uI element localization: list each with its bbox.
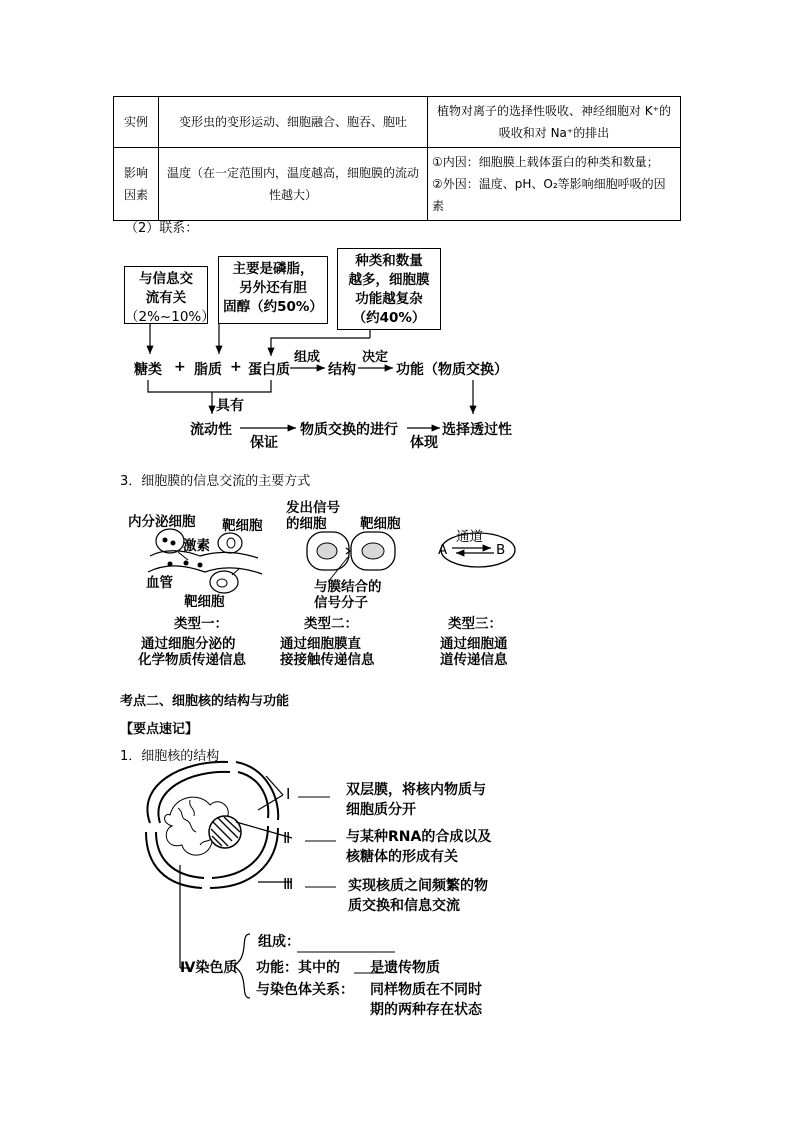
guarantee-label: 保证 <box>250 435 278 451</box>
cell-line: ①内因：细胞膜上载体蛋白的种类和数量； <box>432 155 659 169</box>
function-post: 是遗传物质 <box>370 960 440 976</box>
cell-line: 吸收和对 Na⁺的排出 <box>498 126 610 140</box>
function-label: 功能（物质交换） <box>396 362 508 378</box>
target-cell-label: 靶细胞 <box>184 594 225 610</box>
channel-label: 通道 <box>456 529 483 545</box>
composition-label: 组成： <box>258 934 300 950</box>
cell-a-label: A <box>438 542 448 558</box>
box-line: 种类和数量 <box>355 253 423 269</box>
type-one-label: 类型一： <box>174 616 228 632</box>
label-iii: Ⅲ <box>283 875 294 893</box>
fluidity-label: 流动性 <box>190 422 232 438</box>
determine-label: 决定 <box>362 350 389 365</box>
type-three-desc: 道传递信息 <box>440 652 508 668</box>
cell-b-label: B <box>496 542 506 558</box>
type-one-desc: 通过细胞分泌的 <box>141 636 236 652</box>
plus-sign: + <box>230 359 242 375</box>
type-two-desc: 通过细胞膜直 <box>280 636 361 652</box>
have-label: 具有 <box>216 398 244 414</box>
info-exchange-box <box>124 266 215 325</box>
relation-label: 与染色体关系： <box>256 982 354 998</box>
section-heading: 考点二、细胞核的结构与功能 <box>120 694 290 709</box>
type-one-desc: 化学物质传递信息 <box>138 652 246 668</box>
cell-line: 温度（在一定范围内，温度越高，细胞膜的流动 <box>166 166 419 180</box>
item-heading: 1．细胞核的结构 <box>120 749 220 764</box>
table-cell: 变形虫的变形运动、细胞融合、胞吞、胞吐 <box>159 97 428 148</box>
cell-line: 植物对离子的选择性吸收、神经细胞对 K⁺的 <box>436 104 672 118</box>
box-line: 与信息交 <box>139 271 193 287</box>
label-i-desc: 细胞质分开 <box>346 802 416 818</box>
label-iii-desc: 质交换和信息交流 <box>348 898 460 914</box>
section-heading: （2）联系： <box>125 221 199 236</box>
label-ii-desc: 核糖体的形成有关 <box>346 849 458 865</box>
signal-cell-label: 的细胞 <box>286 516 327 532</box>
box-line: 流有关 <box>145 290 187 306</box>
contact-diagram <box>307 532 395 582</box>
subheading: 【要点速记】 <box>120 722 199 737</box>
section-heading: 3．细胞膜的信息交流的主要方式 <box>120 474 311 489</box>
label-iv: Ⅳ染色质 <box>180 960 238 976</box>
target-cell-label: 靶细胞 <box>360 516 401 532</box>
label-ii-desc: 与某种RNA的合成以及 <box>346 829 492 845</box>
signal-molecule-label: 信号分子 <box>314 595 368 611</box>
cell-line: 性越大） <box>268 188 317 202</box>
protein-label: 蛋白质 <box>248 362 290 378</box>
function-label <box>256 958 440 978</box>
function-pre: 功能：其中的 <box>256 960 340 976</box>
cell-line: 影响 <box>123 166 148 180</box>
row-label: 实例 <box>114 97 159 148</box>
lipid-label: 脂质 <box>194 362 222 378</box>
type-two-label: 类型二： <box>304 616 358 632</box>
cell-line: 素 <box>432 199 445 213</box>
selective-permeability-label: 选择透过性 <box>442 422 512 438</box>
signal-molecule-label: 与膜结合的 <box>314 579 382 595</box>
structure-label: 结构 <box>328 362 356 378</box>
box-line: 功能越复杂 <box>355 291 423 307</box>
cell-line: ②外因：温度、pH、O₂等影响细胞呼吸的因 <box>432 177 666 191</box>
label-i-desc: 双层膜，将核内物质与 <box>346 782 486 798</box>
relation-desc: 同样物质在不同时 <box>370 982 482 998</box>
protein-box <box>337 248 441 330</box>
cell-line: 因素 <box>123 188 148 202</box>
endocrine-label: 内分泌细胞 <box>128 514 196 530</box>
box-line: 另外还有胆 <box>239 280 307 296</box>
hormone-label: 激素 <box>183 538 210 554</box>
type-three-label: 类型三： <box>448 616 502 632</box>
box-line: 固醇（约50%） <box>223 299 323 315</box>
compose-label: 组成 <box>294 350 321 365</box>
signal-cell-label: 发出信号 <box>286 500 340 516</box>
lipid-box <box>218 256 328 324</box>
plus-sign: + <box>174 359 186 375</box>
box-line: 主要是磷脂， <box>232 261 314 277</box>
label-iii-desc: 实现核质之间频繁的物 <box>348 878 488 894</box>
type-three-desc: 通过细胞通 <box>440 636 508 652</box>
box-line: （2%~10%） <box>125 309 215 325</box>
reflect-label: 体现 <box>410 435 438 451</box>
box-line: （约40%） <box>352 310 426 326</box>
box-line: 越多，细胞膜 <box>348 272 430 288</box>
relation-desc: 期的两种存在状态 <box>370 1002 482 1018</box>
label-ii: Ⅱ <box>283 829 291 847</box>
type-two-desc: 接接触传递信息 <box>280 652 375 668</box>
vessel-label: 血管 <box>146 575 173 591</box>
exchange-label: 物质交换的进行 <box>300 422 398 438</box>
sugar-label: 糖类 <box>134 362 162 378</box>
target-cell-label: 靶细胞 <box>222 518 263 534</box>
label-i: Ⅰ <box>286 785 291 803</box>
